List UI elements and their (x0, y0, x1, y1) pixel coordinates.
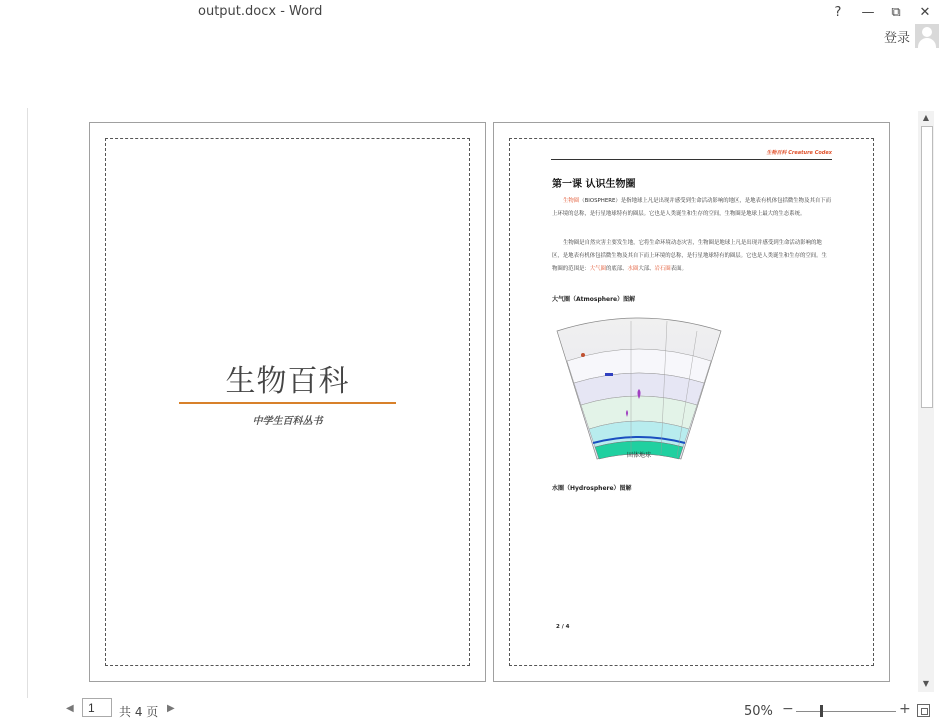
total-pages: 共 4 页 (119, 705, 159, 719)
status-bar (0, 697, 939, 722)
left-margin-line (27, 108, 28, 698)
page-number: 2 / 4 (556, 624, 570, 630)
zoom-slider[interactable] (796, 711, 896, 712)
zoom-level[interactable]: 50% (744, 704, 773, 719)
term-highlight: 岩石圈 (654, 266, 671, 272)
paragraph-1 (552, 195, 832, 221)
prev-page-icon[interactable]: ◀ (66, 703, 74, 714)
lesson-title: 第一课 认识生物圈 (552, 179, 636, 190)
paragraph-text: 的底部、 (605, 266, 628, 272)
page-number-input[interactable] (82, 698, 112, 717)
term-highlight: 水圈 (627, 266, 639, 272)
scroll-down-icon[interactable]: ▼ (922, 679, 930, 688)
fit-page-icon[interactable] (917, 704, 930, 717)
window-title: output.docx - Word (198, 4, 323, 19)
figure-1-caption: 大气圈（Atmosphere）图解 (552, 296, 636, 303)
close-icon[interactable]: ✕ (919, 4, 931, 20)
help-icon[interactable]: ? (834, 4, 842, 20)
scroll-up-icon[interactable]: ▲ (922, 113, 930, 122)
term-highlight: 生物圈 (563, 198, 580, 204)
paragraph-text: 表面。 (670, 266, 687, 272)
zoom-in-button[interactable]: + (899, 701, 911, 717)
cover-page[interactable] (89, 122, 486, 682)
scroll-thumb[interactable] (921, 126, 933, 408)
content-page[interactable] (493, 122, 890, 682)
paragraph-text: 生物圈是自然灾害主要发生地，它将生命环境动态灾害，生物圈是地球上凡是出现并感受到生命活动影响的地区，是地表有机体包括微生物及其自下而上环境的总称，是行星地球特有的圈层。它也是人类诞生和生存的空间。生物圈的范围是： (552, 240, 827, 272)
vertical-scrollbar[interactable] (918, 111, 934, 692)
paragraph-2 (552, 237, 832, 276)
avatar-icon[interactable] (915, 24, 939, 48)
atmosphere-diagram (549, 309, 729, 477)
diagram-label-solid-earth: 固体地球 (626, 452, 652, 459)
login-link[interactable]: 登录 (884, 31, 911, 46)
cover-divider (179, 402, 396, 404)
term-highlight: 大气圈 (589, 266, 606, 272)
cover-subtitle: 中学生百科丛书 (252, 416, 323, 427)
figure-2-caption: 水圈（Hydrosphere）图解 (552, 485, 632, 492)
minimize-icon[interactable]: — (861, 4, 875, 20)
header-rule (551, 159, 832, 160)
zoom-slider-thumb[interactable] (820, 705, 823, 717)
restore-icon[interactable]: ⧉ (891, 4, 901, 20)
zoom-out-button[interactable]: − (782, 701, 794, 717)
paragraph-text: 大部、 (638, 266, 655, 272)
header-brand: 生物百科 Creature Codex (766, 150, 832, 156)
next-page-icon[interactable]: ▶ (167, 703, 175, 714)
paragraph-text: （BIOSPHERE）是指地球上凡是出现并感受到生命活动影响的地区，是地表有机体包括微生物及其自下而上环境的总称，是行星地球特有的圈层。它也是人类诞生和生存的空间，生物圈是地球上最大的生态系统。 (552, 198, 832, 217)
cover-title: 生物百科 (225, 364, 350, 399)
